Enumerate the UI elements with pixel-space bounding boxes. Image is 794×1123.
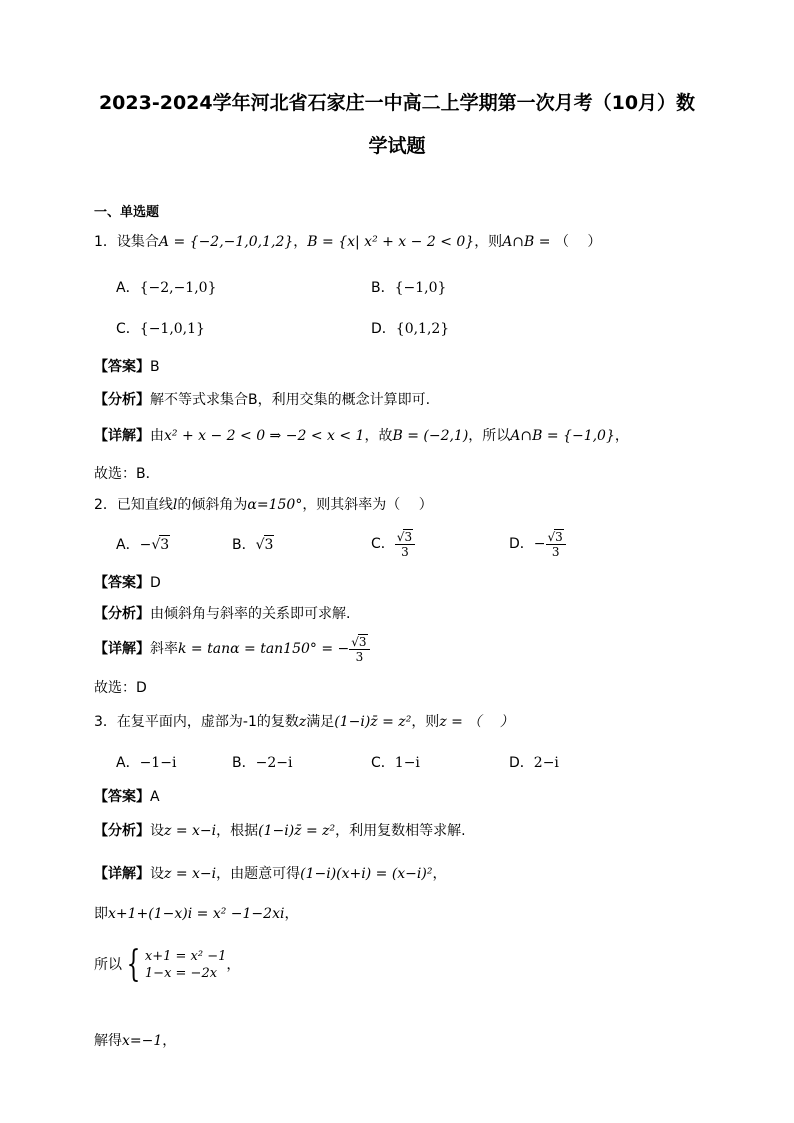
q3-stem-a: 3．在复平面内，虚部为-1的复数 — [94, 714, 299, 730]
q3-stem-b: 满足 — [306, 714, 335, 730]
q3-answer — [94, 788, 160, 806]
q2-option-a-label: A． — [116, 537, 140, 553]
q2-option-a-sign: − — [139, 537, 152, 553]
q3-detail-math1: z = x−i — [164, 866, 217, 882]
q1-detail — [94, 427, 629, 445]
q3-stem-d: z = （ ） — [439, 714, 514, 730]
q3-option-a-text: −1−i — [139, 755, 177, 771]
q2-analysis-tag: 【分析】 — [94, 606, 150, 622]
q2-detail-fraction — [349, 634, 369, 664]
q1-stem-b: ，则 — [474, 234, 503, 250]
q1-expr: A∩B — [502, 234, 535, 250]
q1-detail-math2: B = (−2,1) — [392, 428, 469, 444]
q2-option-c-label: C． — [371, 536, 395, 552]
q1-option-c-label: C． — [116, 321, 140, 337]
q2-option-c-sqrt-icon: √ — [396, 530, 405, 544]
q2-answer-value: D — [150, 575, 161, 591]
q3-option-b-label: B． — [232, 755, 256, 771]
q1-option-d-label: D． — [371, 321, 396, 337]
q3-analysis-a: 设 — [150, 823, 164, 839]
q1-option-c — [116, 320, 205, 338]
q2-option-c — [371, 525, 415, 563]
q2-stem-b: 的倾斜角为 — [177, 497, 248, 513]
q3-option-c-text: 1−i — [394, 755, 420, 771]
q1-stem — [94, 233, 601, 251]
q1-detail-c: ，所以 — [468, 428, 511, 444]
q2-option-d-fraction — [546, 529, 566, 559]
q2-stem-a: 2．已知直线 — [94, 497, 173, 513]
q2-detail-tag: 【详解】 — [94, 641, 150, 657]
q3-step3-math: x=−1 — [122, 1033, 163, 1049]
q3-analysis-math2: (1−i)z̄ = z² — [258, 823, 336, 839]
q3-analysis-math1: z = x−i — [164, 823, 217, 839]
q2-option-c-fraction — [395, 529, 415, 559]
q3-step1-math: x+1+(1−x)i = x² −1−2xi — [108, 906, 285, 922]
q1-analysis-tag: 【分析】 — [94, 392, 150, 408]
q3-answer-tag: 【答案】 — [94, 789, 150, 805]
q1-option-b-text: {−1,0} — [394, 280, 447, 296]
q3-step3 — [94, 1032, 176, 1050]
q3-analysis — [94, 822, 466, 840]
q2-option-d-num: 3 — [555, 530, 563, 544]
q2-option-b-sqrt-icon: √ — [255, 537, 265, 553]
q3-system-row2: 1−x = −2x — [144, 966, 218, 981]
q2-option-d-label: D． — [509, 536, 534, 552]
q2-detail-a: 斜率 — [150, 641, 178, 657]
q2-stem-c: ，则其斜率为（ ） — [302, 497, 433, 513]
q2-option-b — [232, 535, 274, 554]
q1-detail-math1: x² + x − 2 < 0 ⇒ −2 < x < 1 — [164, 428, 365, 444]
q2-answer — [94, 574, 161, 592]
q2-detail-math: k = tanα = tan150° = − — [178, 641, 350, 657]
q2-option-c-den: 3 — [401, 545, 409, 559]
q1-stem-a: 1．设集合 — [94, 234, 159, 250]
q2-stem-l: l — [172, 497, 178, 513]
q3-stem-z: z — [298, 714, 307, 730]
q3-analysis-tag: 【分析】 — [94, 823, 150, 839]
q2-analysis-text: 由倾斜角与斜率的关系即可求解. — [150, 606, 351, 622]
q2-answer-tag: 【答案】 — [94, 575, 150, 591]
q2-detail-num: 3 — [358, 635, 367, 649]
q1-option-a-label: A． — [116, 280, 140, 296]
q1-option-a — [116, 279, 216, 297]
left-brace-icon: { — [126, 944, 141, 985]
q1-set-a: A = {−2,−1,0,1,2} — [158, 234, 294, 250]
q3-option-c — [371, 754, 420, 772]
q2-option-c-num: 3 — [404, 530, 413, 544]
q2-option-d — [509, 525, 566, 563]
q2-analysis — [94, 605, 350, 623]
q3-option-b-text: −2−i — [255, 755, 293, 771]
q1-option-b-label: B． — [371, 280, 395, 296]
q3-step2-b: ， — [226, 957, 241, 973]
q3-step1-a: 即 — [94, 906, 108, 922]
q3-detail-a: 设 — [150, 866, 164, 882]
q3-option-d-text: 2−i — [533, 755, 559, 771]
q3-step1 — [94, 905, 298, 923]
q3-option-a-label: A． — [116, 755, 140, 771]
q2-option-d-sqrt-icon: √ — [547, 530, 556, 544]
q3-step3-b: ， — [162, 1033, 177, 1049]
q1-option-d — [371, 320, 449, 338]
q3-step3-a: 解得 — [94, 1033, 122, 1049]
q1-option-d-text: {0,1,2} — [395, 321, 450, 337]
q3-option-d — [509, 754, 559, 772]
q1-option-a-text: {−2,−1,0} — [139, 280, 217, 296]
q3-detail — [94, 865, 446, 883]
q2-option-a-radicand: 3 — [160, 537, 170, 553]
q1-option-c-text: {−1,0,1} — [139, 321, 205, 337]
q1-conclusion: 故选：B． — [94, 466, 160, 482]
q3-equation-system — [122, 944, 227, 985]
q3-detail-math2: (1−i)(x+i) = (x−i)² — [300, 866, 433, 882]
q3-stem-c: ，则 — [411, 714, 440, 730]
doc-title-line1: 2023-2024学年河北省石家庄一中高二上学期第一次月考（10月）数 — [98, 92, 696, 114]
doc-title-line2: 学试题 — [368, 135, 426, 157]
q1-answer-value: B — [150, 359, 160, 375]
q1-detail-math3: A∩B = {−1,0} — [510, 428, 615, 444]
q1-answer — [94, 358, 160, 376]
q2-detail-den: 3 — [355, 650, 364, 664]
q3-answer-value: A — [150, 789, 160, 805]
q1-analysis — [94, 391, 430, 409]
q3-system-row1: x+1 = x² −1 — [144, 949, 227, 964]
q1-detail-a: 由 — [150, 428, 164, 444]
q1-stem-c: = （ ） — [534, 234, 602, 250]
q3-option-d-label: D． — [509, 755, 534, 771]
q3-analysis-b: ，根据 — [216, 823, 259, 839]
q1-set-b: B = {x| x² + x − 2 < 0} — [307, 234, 475, 250]
q3-option-b — [232, 754, 292, 772]
q3-stem-math: (1−i)z̄ = z² — [334, 714, 412, 730]
q3-detail-tag: 【详解】 — [94, 866, 150, 882]
q2-stem — [94, 496, 433, 514]
q2-option-b-radicand: 3 — [264, 537, 274, 553]
q2-option-b-label: B． — [232, 537, 256, 553]
q2-option-a — [116, 535, 170, 554]
q2-detail — [94, 630, 370, 668]
q3-option-a — [116, 754, 176, 772]
q1-analysis-text: 解不等式求集合B，利用交集的概念计算即可. — [150, 392, 431, 408]
q1-detail-b: ，故 — [364, 428, 393, 444]
section-heading: 一、单选题 — [94, 205, 160, 220]
q3-option-c-label: C． — [371, 755, 395, 771]
q2-option-d-sign: − — [533, 536, 546, 552]
q3-stem — [94, 713, 514, 731]
q1-detail-d: ， — [614, 428, 629, 444]
q1-sep: ， — [293, 234, 308, 250]
q2-option-d-den: 3 — [551, 545, 560, 559]
q1-answer-tag: 【答案】 — [94, 359, 150, 375]
q2-conclusion: 故选：D — [94, 680, 147, 696]
q3-step2-a: 所以 — [94, 957, 122, 973]
q2-detail-sqrt-icon: √ — [351, 635, 359, 649]
q1-option-b — [371, 279, 446, 297]
q3-detail-c: ， — [432, 866, 447, 882]
q3-analysis-c: ，利用复数相等求解. — [335, 823, 466, 839]
q3-step1-b: ， — [284, 906, 299, 922]
q3-detail-b: ，由题意可得 — [216, 866, 301, 882]
q1-detail-tag: 【详解】 — [94, 428, 150, 444]
q2-option-a-sqrt-icon: √ — [151, 537, 161, 553]
q3-step2 — [94, 945, 240, 985]
q2-stem-math: α=150° — [247, 497, 303, 513]
